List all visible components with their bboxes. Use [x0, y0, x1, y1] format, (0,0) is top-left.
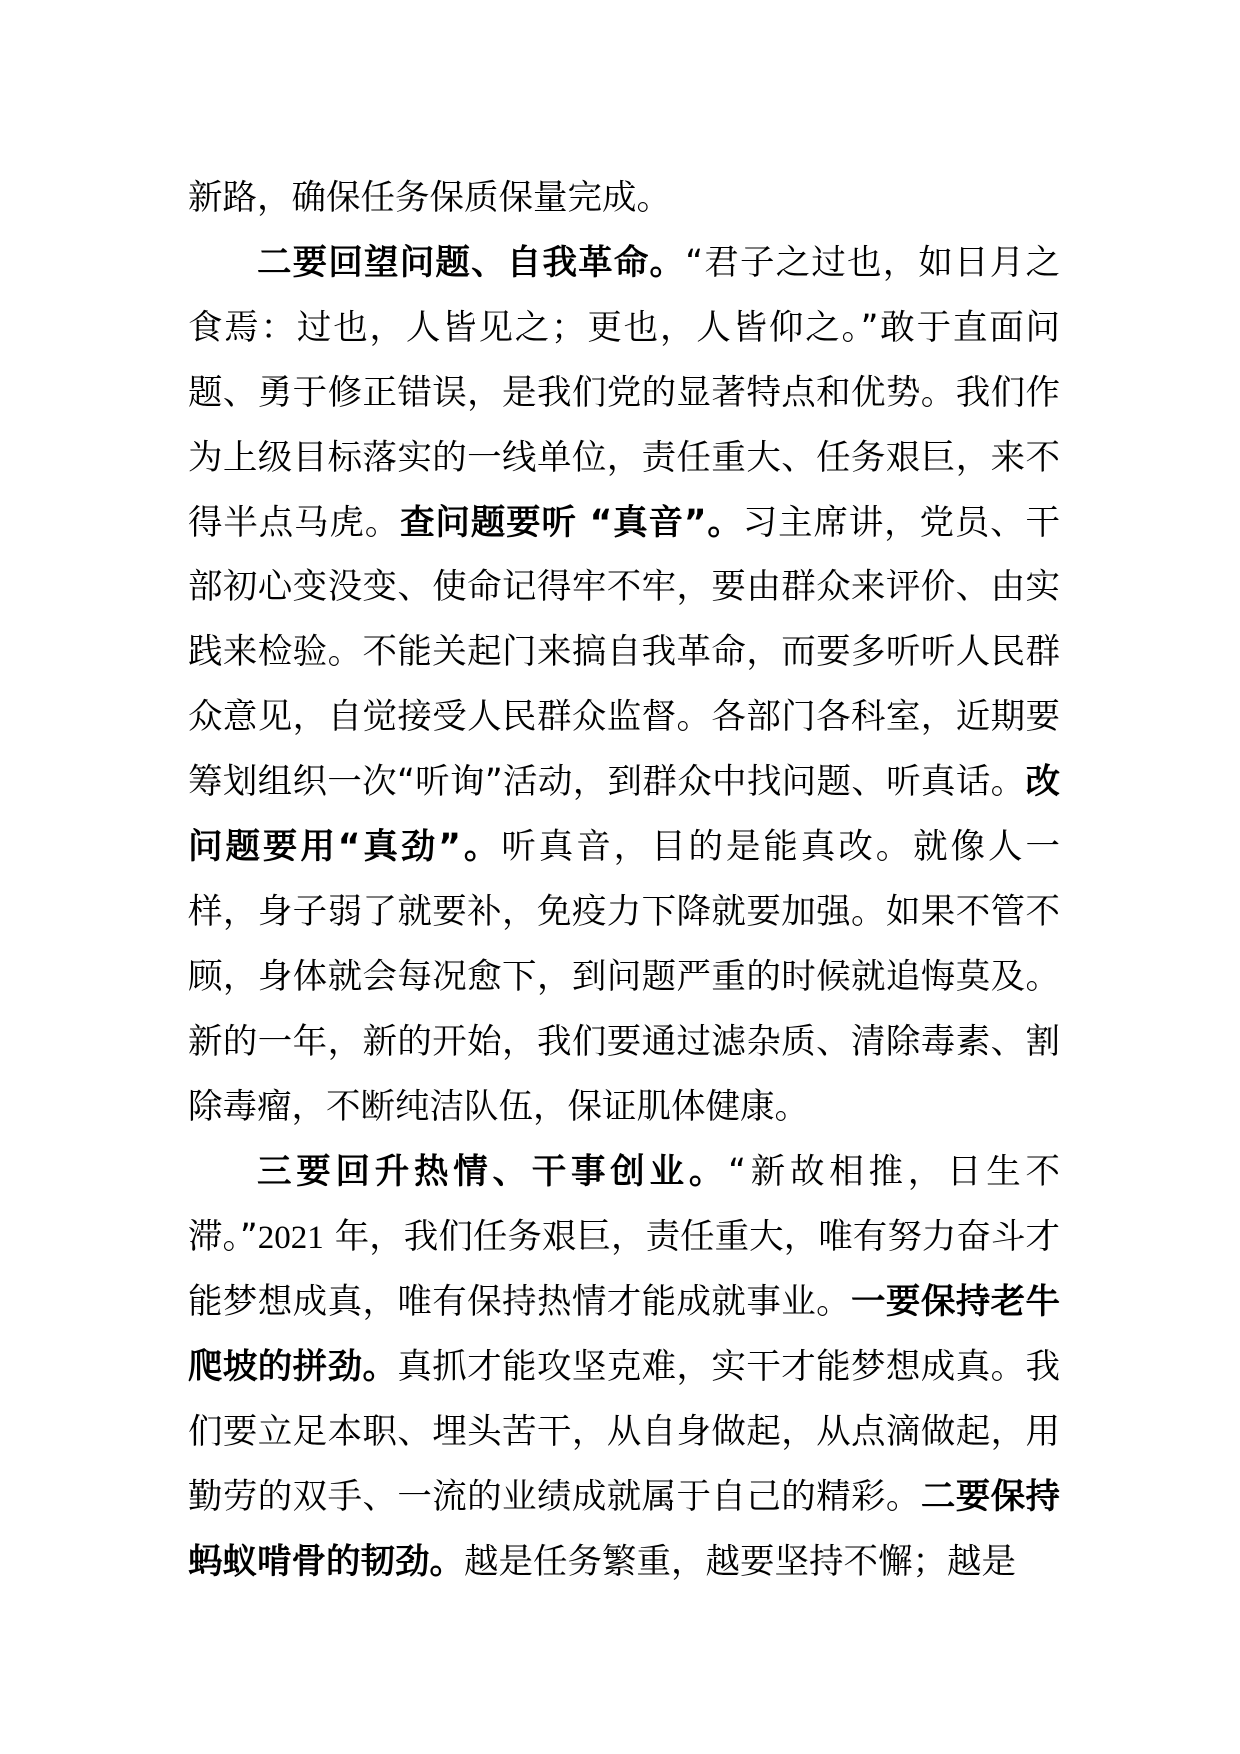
- text-run: “新故相推，日生不滞。”: [188, 1151, 1061, 1257]
- text-run: 新路，确保任务保质保量完成。: [188, 178, 671, 218]
- paragraph-continuation: [188, 166, 1060, 231]
- paragraph-self-revolution: [188, 231, 1060, 1140]
- section-heading: 二要回望问题、自我革命。: [257, 242, 686, 283]
- text-run: 年，我们任务艰巨，责任重大，唯有努力奋斗才能梦想成真，唯有保持热情才能成就事业。: [188, 1216, 1060, 1323]
- text-run: 真抓才能攻坚克难，实干才能梦想成真。我们要立足本职、埋头苦干，从自身做起，从点滴做起，用勤劳的双手、一流的业绩成就属于自己的精彩。: [188, 1347, 1060, 1518]
- year-number: 2021: [257, 1219, 324, 1256]
- text-run: “君子之过也，如日月之食焉：过也，人皆见之；更也，人皆仰之。”敢于直面问题、勇于修正错误，是我们党的显著特点和优势。我们作为上级目标落实的一线单位，责任重大、任务艰巨，来不得半点马虎。: [188, 242, 1060, 543]
- body-text: [188, 166, 1060, 1595]
- text-run: 越是任务繁重，越要坚持不懈；越是: [464, 1542, 1016, 1583]
- text-run: 听真音，目的是能真改。就像人一样，身子弱了就要补，免疫力下降就要加强。如果不管不顾，身体就会每况愈下，到问题严重的时候就追悔莫及。新的一年，新的开始，我们要通过滤杂质、清除毒素、割除毒瘤，不断纯洁队伍，保证肌体健康。: [188, 827, 1060, 1127]
- section-heading: 三要回升热情、干事创业。: [257, 1151, 729, 1192]
- paragraph-enthusiasm: [188, 1140, 1060, 1595]
- bold-phrase: 二要保持蚂蚁啃骨的韧劲。: [188, 1477, 1060, 1583]
- bold-phrase: 查问题要听 “真音”。: [400, 502, 743, 543]
- bold-phrase: 一要保持老牛爬坡的拼劲。: [188, 1282, 1061, 1388]
- bold-phrase: 改问题要用“真劲”。: [188, 762, 1060, 868]
- text-run: 习主席讲，党员、干部初心变没变、使命记得牢不牢，要由群众来评价、由实践来检验。不能关起门来搞自我革命，而要多听听人民群众意见，自觉接受人民群众监督。各部门各科室，近期要筹划组织一次“听询”活动，到群众中找问题、听真话。: [188, 502, 1061, 803]
